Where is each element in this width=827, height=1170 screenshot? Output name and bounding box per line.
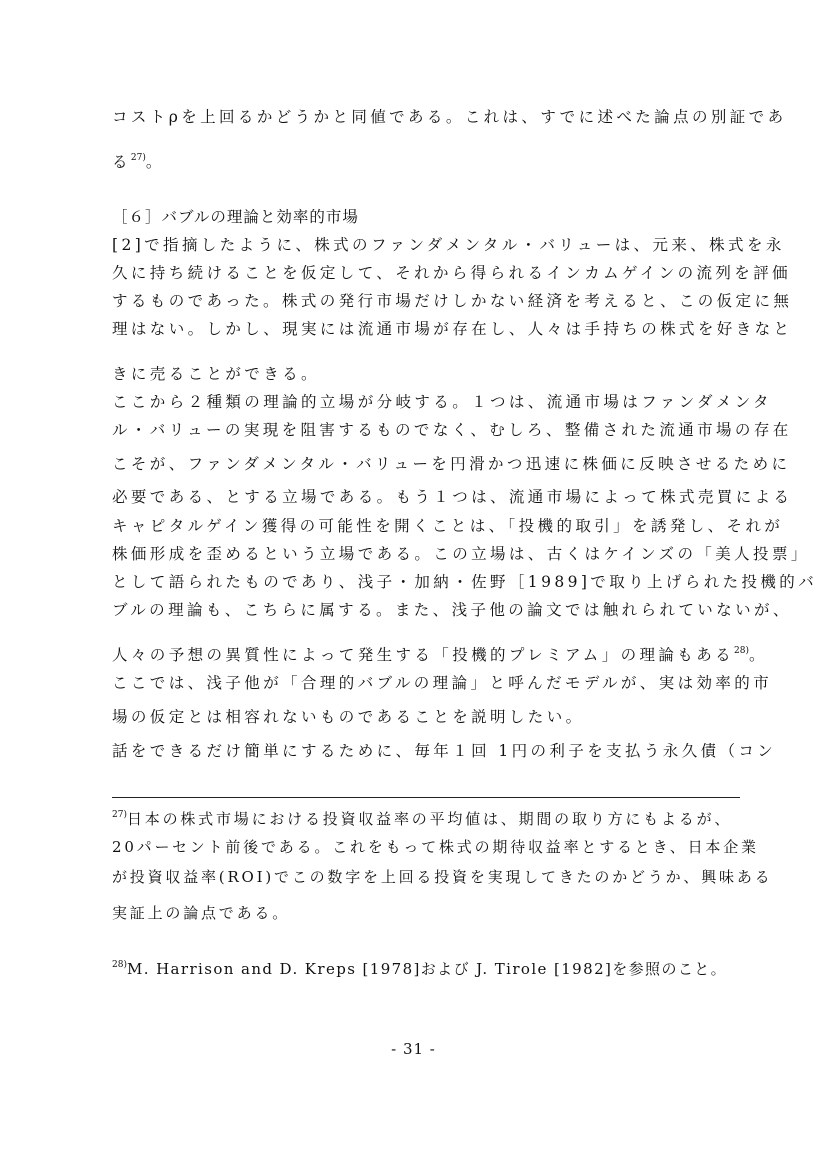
para4-line-1: 話をできるだけ簡単にするために、毎年１回 1円の利子を支払う永久債（コン	[112, 742, 777, 760]
page-number: - 31 -	[391, 1040, 436, 1058]
para3-line-1: ここでは、浅子他が「合理的バブルの理論」と呼んだモデルが、実は効率的市	[112, 674, 773, 692]
para1-line-3: するものであった。株式の発行市場だけしかない経済を考えると、この仮定に無	[112, 292, 793, 310]
section-title: ［６］バブルの理論と効率的市場	[112, 208, 359, 226]
footnote-ref-27: 27)	[130, 153, 146, 163]
para2-line-8: ブルの理論も、こちらに属する。また、浅子他の論文では触れられていないが、	[112, 601, 792, 619]
intro-line-2	[112, 151, 737, 173]
para2-line-9-end: 。	[748, 646, 768, 664]
footnote-27-line-2: 20パーセント前後である。これをもって株式の期待収益率とするとき、日本企業	[112, 838, 759, 856]
para2-line-4: 必要である、とする立場である。もう１つは、流通市場によって株式売買による	[112, 488, 793, 506]
footnote-27-text-1: 日本の株式市場における投資収益率の平均値は、期間の取り方にもよるが、	[126, 810, 733, 828]
footnote-ref-28: 28)	[734, 646, 749, 656]
footnote-27-line-4: 実証上の論点である。	[112, 904, 291, 922]
para2-line-2: ル・バリューの実現を阻害するものでなく、むしろ、整備された流通市場の存在	[112, 421, 792, 439]
intro-line-2-text: る	[112, 153, 131, 171]
para1-line-1: [2]で指摘したように、株式のファンダメンタル・バリューは、元来、株式を永	[112, 236, 785, 254]
para1-line-2: 久に持ち続けることを仮定して、それから得られるインカムゲインの流列を評価	[112, 264, 792, 282]
para2-line-7: として語られたものであり、浅子・加納・佐野［1989]で取り上げられた投機的バ	[112, 573, 818, 591]
para2-line-6: 株価形成を歪めるという立場である。この立場は、古くはケインズの「美人投票」	[112, 545, 810, 563]
para2-line-3: こそが、ファンダメンタル・バリューを円滑かつ迅速に株価に反映させるために	[112, 455, 791, 473]
para2-line-1: ここから２種類の理論的立場が分岐する。１つは、流通市場はファンダメンタ	[112, 393, 772, 411]
footnote-28-text: M. Harrison and D. Kreps [1978]および J. Tirole [1982]を参照のこと。	[126, 960, 728, 978]
footnote-28-line	[112, 958, 737, 980]
footnote-28-marker: 28)	[112, 960, 127, 970]
para2-line-9	[112, 644, 768, 666]
para2-line-9-text: 人々の予想の異質性によって発生する「投機的プレミアム」の理論もある	[112, 646, 734, 664]
intro-line-1: コストρを上回るかどうかと同値である。これは、すでに述べた論点の別証であ	[112, 108, 787, 126]
para3-line-2: 場の仮定とは相容れないものであることを説明したい。	[112, 708, 585, 726]
para2-line-5: キャピタルゲイン獲得の可能性を開くことは、「投機的取引」を誘発し、それが	[112, 517, 784, 535]
footnote-27-line-1	[112, 808, 737, 830]
footnote-27-marker: 27)	[112, 810, 127, 820]
footnote-27-line-3: が投資収益率(ROI)でこの数字を上回る投資を実現してきたのかどうか、興味ある	[112, 868, 773, 886]
para1-line-4: 理はない。しかし、現実には流通市場が存在し、人々は手持ちの株式を好きなと	[112, 320, 793, 338]
footnote-divider	[112, 797, 740, 798]
intro-line-2-end: 。	[145, 153, 165, 171]
para1-line-5: きに売ることができる。	[112, 365, 320, 383]
